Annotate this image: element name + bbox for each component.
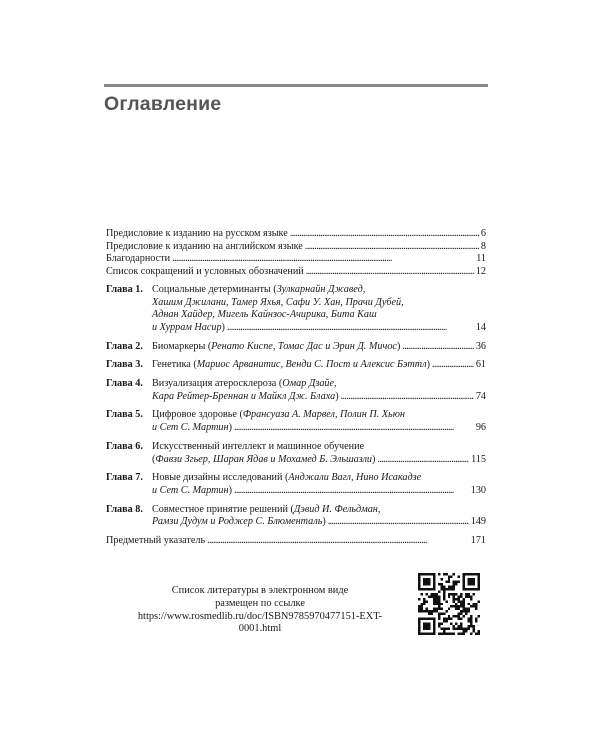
leader-dots: [234, 485, 469, 498]
references-line-2: размещен по ссылке: [215, 597, 305, 609]
leader-dots: [227, 322, 474, 335]
leader-dots: [341, 391, 474, 404]
chapter-body: [152, 378, 486, 403]
page-title: Оглавление: [104, 93, 222, 115]
entry-authors: Зулкарнайн Джавед,: [276, 283, 366, 295]
entry-authors: Фавзи Згьер, Шаран Ядав и Мохамед Б. Эльшазли: [155, 453, 373, 465]
chapter-label: Глава 7.: [106, 472, 143, 484]
toc-entry-page: 74: [475, 390, 486, 402]
chapter-entry[interactable]: [106, 378, 486, 403]
chapter-body: [152, 409, 486, 434]
chapter-line: [152, 485, 232, 498]
toc-entry-page: 36: [475, 340, 486, 352]
toc-entry-page: 149: [470, 516, 486, 528]
chapter-entry[interactable]: [106, 409, 486, 434]
entry-text: ): [426, 359, 430, 371]
chapter-line: [152, 341, 400, 354]
chapter-last-line: [152, 359, 486, 372]
toc-entry-page: 12: [475, 266, 486, 278]
leader-dots: [432, 359, 474, 372]
table-of-contents: [106, 228, 486, 548]
chapter-line: [152, 391, 339, 404]
leader-dots: [306, 266, 474, 279]
qr-code-icon[interactable]: [418, 573, 480, 635]
chapter-body: [152, 284, 486, 335]
chapter-label: Глава 5.: [106, 409, 143, 421]
toc-entry-title: Предметный указатель: [106, 535, 206, 547]
leader-dots: [305, 241, 479, 254]
chapter-entry[interactable]: [106, 441, 486, 466]
entry-text: Цифровое здоровье (: [152, 409, 243, 421]
entry-authors: Мариос Арванитис, Венди С. Пост и Алексис Бэттл: [196, 359, 427, 371]
toc-entry-page: 8: [480, 240, 486, 252]
chapter-entry[interactable]: [106, 284, 486, 335]
chapter-label: Глава 4.: [106, 378, 143, 390]
chapter-line: [152, 378, 486, 391]
chapter-line: [152, 322, 225, 335]
chapter-label: Глава 6.: [106, 440, 143, 452]
entry-text: (: [152, 453, 156, 465]
entry-authors: Дэвид И. Фельдман,: [293, 503, 381, 515]
chapter-line: [152, 441, 486, 454]
leader-dots: [290, 228, 479, 241]
entry-text: Социальные детерминанты (: [152, 283, 277, 295]
toc-entry[interactable]: [106, 253, 486, 266]
front-matter-list: [106, 228, 486, 279]
entry-text: Визуализация атеросклероза (: [152, 378, 283, 390]
leader-dots: [402, 341, 473, 354]
references-note: [120, 585, 400, 636]
chapter-line: [152, 359, 430, 372]
chapter-line: [152, 422, 232, 435]
entry-authors: и Хуррам Насир: [152, 321, 222, 333]
leader-dots: [328, 516, 469, 529]
chapter-body: [152, 504, 486, 529]
chapter-label: Глава 2.: [106, 340, 143, 352]
entry-text: ): [228, 422, 232, 434]
chapter-line: [152, 504, 486, 517]
chapter-label: Глава 1.: [106, 283, 143, 295]
entry-text: ): [372, 453, 376, 465]
chapter-last-line: [152, 485, 486, 498]
toc-entry-page: 96: [475, 422, 486, 434]
chapter-entry[interactable]: [106, 504, 486, 529]
chapter-body: [152, 359, 486, 372]
chapter-entry[interactable]: [106, 359, 486, 372]
chapter-last-line: [152, 322, 486, 335]
leader-dots: [234, 422, 474, 435]
toc-entry-title: Список сокращений и условных обозначений: [106, 266, 304, 278]
entry-text: ): [221, 321, 225, 333]
toc-entry-page: 130: [470, 484, 486, 496]
chapter-last-line: [152, 454, 486, 467]
chapter-list: [106, 284, 486, 529]
chapter-entry[interactable]: [106, 472, 486, 497]
entry-text: ): [228, 484, 232, 496]
entry-text: ): [396, 340, 401, 352]
entry-text: Совместное принятие решений (: [152, 503, 294, 515]
chapter-line: [152, 454, 375, 467]
toc-entry-page: 11: [476, 253, 486, 265]
chapter-body: [152, 441, 486, 466]
entry-authors: Хашим Джилани, Тамер Яхья, Сафи У. Хан, Прачи Дубей,: [152, 296, 404, 308]
entry-text: Биомаркеры (: [152, 340, 212, 352]
toc-entry-page: 171: [470, 535, 486, 547]
toc-entry[interactable]: [106, 266, 486, 279]
entry-text: Искусственный интеллект и машинное обучение: [152, 440, 365, 452]
references-line-1: Список литературы в электронном виде: [171, 585, 349, 596]
entry-text: Новые дизайны исследований (: [152, 472, 289, 484]
chapter-line: [152, 409, 486, 422]
entry-text: ): [322, 516, 326, 528]
entry-authors: Анджали Вагл, Нино Исакадзе: [288, 472, 422, 484]
leader-dots: [377, 454, 469, 467]
entry-authors: и Сет С. Мартин: [152, 422, 229, 434]
chapter-entry[interactable]: [106, 341, 486, 354]
references-url[interactable]: https://www.rosmedlib.ru/doc/ISBN9785970477151-EXT-0001.html: [137, 610, 383, 635]
chapter-line: [152, 297, 486, 310]
chapter-body: [152, 472, 486, 497]
entry-text: Генетика (: [152, 359, 197, 371]
chapter-last-line: [152, 341, 486, 354]
chapter-label: Глава 3.: [106, 359, 143, 371]
entry-text: ): [335, 390, 339, 402]
entry-authors: Рамзи Дудум и Роджер С. Блюменталь: [152, 516, 323, 528]
chapter-last-line: [152, 422, 486, 435]
toc-entry-page: 14: [475, 321, 486, 333]
toc-entry-title: Предисловие к изданию на русском языке: [106, 228, 288, 239]
chapter-last-line: [152, 391, 486, 404]
chapter-label: Глава 8.: [106, 503, 143, 515]
chapter-body: [152, 341, 486, 354]
toc-entry-page: 115: [471, 453, 486, 465]
header-rule: [104, 84, 488, 87]
chapter-line: [152, 516, 326, 529]
toc-entry-subject-index[interactable]: [106, 535, 486, 548]
entry-authors: Кара Рейтер-Бреннан и Майкл Дж. Блаха: [152, 390, 336, 402]
chapter-line: [152, 309, 486, 322]
leader-dots: [172, 253, 474, 266]
chapter-line: [152, 472, 486, 485]
chapter-last-line: [152, 516, 486, 529]
entry-authors: Франсуаза А. Марвел, Полин П. Хьюн: [242, 409, 405, 421]
toc-entry-page: 6: [480, 228, 486, 239]
toc-entry[interactable]: [106, 228, 486, 241]
entry-authors: и Сет С. Мартин: [152, 484, 229, 496]
entry-authors: Омар Дзайе,: [282, 378, 337, 390]
toc-entry-title: Благодарности: [106, 253, 171, 265]
toc-entry-title: Предисловие к изданию на английском языке: [106, 240, 303, 252]
toc-entry[interactable]: [106, 241, 486, 254]
entry-authors: Ренато Киспе, Томас Дас и Эрин Д. Мичос: [211, 340, 397, 352]
toc-entry-page: 61: [475, 359, 486, 371]
chapter-line: [152, 284, 486, 297]
entry-authors: Аднан Хайдер, Мигель Кайнзос-Ачирика, Бита Каш: [152, 309, 377, 321]
leader-dots: [207, 535, 469, 548]
